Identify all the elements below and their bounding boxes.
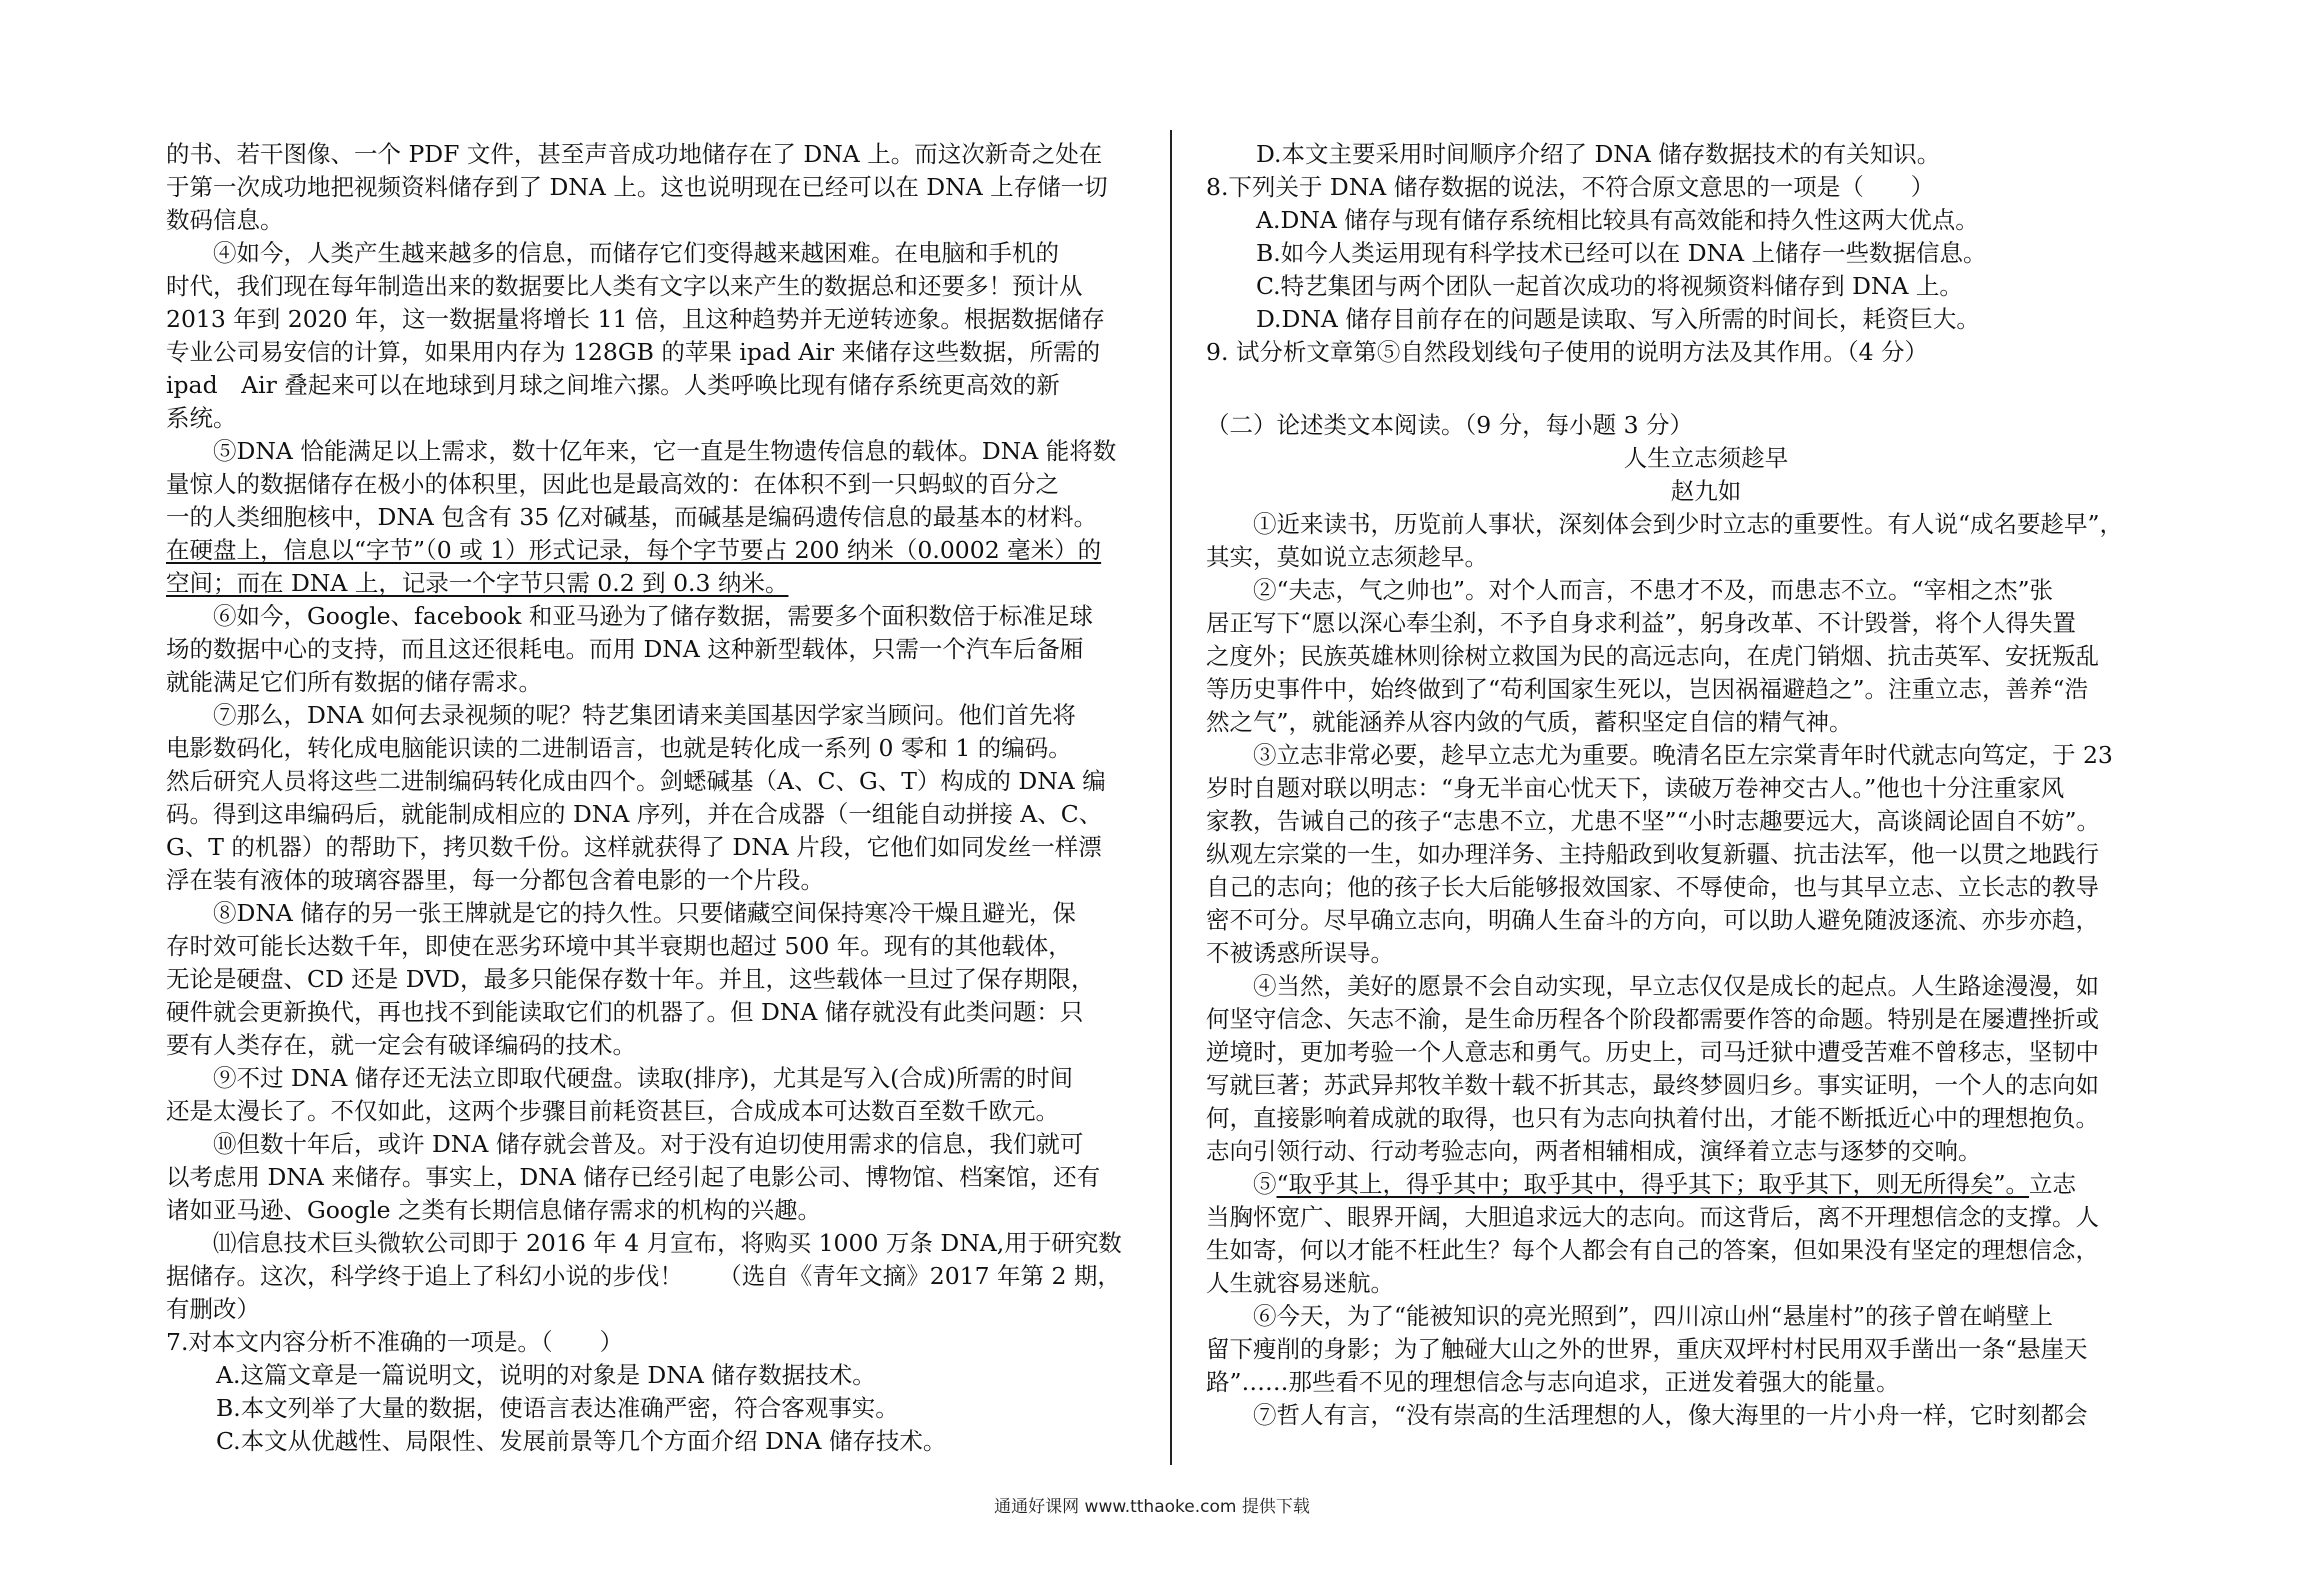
text-line: D.本文主要采用时间顺序介绍了 DNA 储存数据技术的有关知识。 bbox=[1256, 140, 1941, 168]
text-line: 硬件就会更新换代，再也找不到能读取它们的机器了。但 DNA 储存就没有此类问题：只 bbox=[166, 998, 1084, 1026]
text-line: 就能满足它们所有数据的储存需求。 bbox=[166, 668, 542, 696]
text-line: 当胸怀宽广、眼界开阔，大胆追求远大的志向。而这背后，离不开理想信念的支撑。人 bbox=[1206, 1203, 2099, 1231]
text-line: 时代，我们现在每年制造出来的数据要比人类有文字以来产生的数据总和还要多！预计从 bbox=[166, 272, 1083, 300]
text-line: ④如今，人类产生越来越多的信息，而储存它们变得越来越困难。在电脑和手机的 bbox=[166, 239, 1059, 267]
text-line: ipad Air 叠起来可以在地球到月球之间堆六摞。人类呼唤比现有储存系统更高效的新 bbox=[166, 371, 1060, 399]
right-column bbox=[1206, 138, 2206, 1432]
text-line: 路”……那些看不见的理想信念与志向追求，正迸发着强大的能量。 bbox=[1206, 1368, 1900, 1396]
text-line: 何，直接影响着成就的取得，也只有为志向执着付出，才能不断抵近心中的理想抱负。 bbox=[1206, 1104, 2099, 1132]
column-divider bbox=[1170, 130, 1172, 1465]
text-line: B.如今人类运用现有科学技术已经可以在 DNA 上储存一些数据信息。 bbox=[1256, 239, 1987, 267]
text-line: ②“夫志，气之帅也”。对个人而言，不患才不及，而患志不立。“宰相之杰”张 bbox=[1206, 576, 2054, 604]
text-line: 系统。 bbox=[166, 404, 237, 432]
text-line: 其实，莫如说立志须趁早。 bbox=[1206, 543, 1488, 571]
text-line: 还是太漫长了。不仅如此，这两个步骤目前耗资甚巨，合成成本可达数百至数千欧元。 bbox=[166, 1097, 1059, 1125]
text-line: 生如寄，何以才能不枉此生？每个人都会有自己的答案，但如果没有坚定的理想信念， bbox=[1206, 1236, 2099, 1264]
text-line: 有删改） bbox=[166, 1295, 260, 1323]
text-line: 不被诱惑所误导。 bbox=[1206, 939, 1394, 967]
text-line: C.本文从优越性、局限性、发展前景等几个方面介绍 DNA 储存技术。 bbox=[216, 1427, 947, 1455]
text-line: B.本文列举了大量的数据，使语言表达准确严密，符合客观事实。 bbox=[216, 1394, 899, 1422]
text-line: 于第一次成功地把视频资料储存到了 DNA 上。这也说明现在已经可以在 DNA 上存储一切 bbox=[166, 173, 1108, 201]
text-line: D.DNA 储存目前存在的问题是读取、写入所需的时间长，耗资巨大。 bbox=[1256, 305, 1980, 333]
text-line: 2013 年到 2020 年，这一数据量将增长 11 倍，且这种趋势并无逆转迹象。根据数据储存 bbox=[166, 305, 1105, 333]
text-line: 7.对本文内容分析不准确的一项是。（ ） bbox=[166, 1328, 624, 1356]
text-line: ③立志非常必要，趁早立志尤为重要。晚清名臣左宗棠青年时代就志向笃定，于 23 bbox=[1206, 741, 2113, 769]
text-line: 的书、若干图像、一个 PDF 文件，甚至声音成功地储存在了 DNA 上。而这次新奇之处在 bbox=[166, 140, 1103, 168]
underlined-quote: “取乎其上，得乎其中；取乎其中，得乎其下；取乎其下，则无所得矣”。 bbox=[1276, 1170, 2030, 1198]
article-title: 人生立志须趁早 bbox=[1623, 444, 1789, 472]
text-line: 专业公司易安信的计算，如果用内存为 128GB 的苹果 ipad Air 来储存这些数据，所需的 bbox=[166, 338, 1101, 366]
text-line: 自己的志向；他的孩子长大后能够报效国家、不辱使命，也与其早立志、立长志的教导 bbox=[1206, 873, 2099, 901]
text-line: 之度外；民族英雄林则徐树立救国为民的高远志向，在虎门销烟、抗击英军、安抚叛乱 bbox=[1206, 642, 2099, 670]
text-line: 何坚守信念、矢志不渝，是生命历程各个阶段都需要作答的命题。特别是在屡遭挫折或 bbox=[1206, 1005, 2099, 1033]
text-line: A.这篇文章是一篇说明文，说明的对象是 DNA 储存数据技术。 bbox=[216, 1361, 876, 1389]
text-line: ⑦哲人有言，“没有崇高的生活理想的人，像大海里的一片小舟一样，它时刻都会 bbox=[1206, 1401, 2088, 1429]
text-line: ⑦那么，DNA 如何去录视频的呢？特艺集团请来美国基因学家当顾问。他们首先将 bbox=[166, 701, 1076, 729]
article-body bbox=[1206, 508, 2206, 1432]
text-line: ⑨不过 DNA 储存还无法立即取代硬盘。读取(排序)，尤其是写入(合成)所需的时间 bbox=[166, 1064, 1073, 1092]
text-line: 密不可分。尽早确立志向，明确人生奋斗的方向，可以助人避免随波逐流、亦步亦趋， bbox=[1206, 906, 2099, 934]
text-line: 逆境时，更加考验一个人意志和勇气。历史上，司马迁狱中遭受苦难不曾移志，坚韧中 bbox=[1206, 1038, 2099, 1066]
text-line: 写就巨著；苏武异邦牧羊数十载不折其志，最终梦圆归乡。事实证明，一个人的志向如 bbox=[1206, 1071, 2099, 1099]
text-line: 居正写下“愿以深心奉尘刹，不予自身求利益”，躬身改革、不计毁誉，将个人得失置 bbox=[1206, 609, 2077, 637]
text-line: ⑩但数十年后，或许 DNA 储存就会普及。对于没有迫切使用需求的信息，我们就可 bbox=[166, 1130, 1084, 1158]
text-line: ⑤DNA 恰能满足以上需求，数十亿年来，它一直是生物遗传信息的载体。DNA 能将数 bbox=[166, 437, 1117, 465]
text-line: 无论是硬盘、CD 还是 DVD，最多只能保存数十年。并且，这些载体一旦过了保存期限， bbox=[166, 965, 1095, 993]
text-line: 据储存。这次，科学终于追上了科幻小说的步伐！ （选自《青年文摘》2017 年第 2 期， bbox=[166, 1262, 1121, 1290]
text-line: 等历史事件中，始终做到了“苟利国家生死以，岂因祸福避趋之”。注重立志，善养“浩 bbox=[1206, 675, 2089, 703]
text-line: 留下瘦削的身影；为了触碰大山之外的世界，重庆双坪村村民用双手凿出一条“悬崖天 bbox=[1206, 1335, 2088, 1363]
text-line: ⑥今天，为了“能被知识的亮光照到”，四川凉山州“悬崖村”的孩子曾在峭壁上 bbox=[1206, 1302, 2054, 1330]
text-line: 志向引领行动、行动考验志向，两者相辅相成，演绎着立志与逐梦的交响。 bbox=[1206, 1137, 1982, 1165]
text-line: 8.下列关于 DNA 储存数据的说法，不符合原文意思的一项是（ ） bbox=[1206, 173, 1935, 201]
text-line: 人生就容易迷航。 bbox=[1206, 1269, 1394, 1297]
text-line: A.DNA 储存与现有储存系统相比较具有高效能和持久性这两大优点。 bbox=[1256, 206, 1979, 234]
text-line: C.特艺集团与两个团队一起首次成功的将视频资料储存到 DNA 上。 bbox=[1256, 272, 1963, 300]
text-line: 家教，告诫自己的孩子“志患不立，尤患不坚”“小时志趣要远大，高谈阔论固自不妨”。 bbox=[1206, 807, 2101, 835]
text-line-prefix: ⑤ bbox=[1206, 1170, 1277, 1198]
text-line: G、T 的机器）的帮助下，拷贝数千份。这样就获得了 DNA 片段，它他们如同发丝一样漂 bbox=[166, 833, 1102, 861]
text-line: 一的人类细胞核中，DNA 包含有 35 亿对碱基，而碱基是编码遗传信息的最基本的材料。 bbox=[166, 503, 1098, 531]
text-line: 以考虑用 DNA 来储存。事实上，DNA 储存已经引起了电影公司、博物馆、档案馆，还有 bbox=[166, 1163, 1101, 1191]
left-column bbox=[166, 138, 1166, 1458]
text-line: 存时效可能长达数千年，即使在恶劣环境中其半衰期也超过 500 年。现有的其他载体， bbox=[166, 932, 1072, 960]
text-line: 岁时自题对联以明志：“身无半亩心忧天下，读破万卷神交古人。”他也十分注重家风 bbox=[1206, 774, 2065, 802]
text-line: 浮在装有液体的玻璃容器里，每一分都包含着电影的一个片段。 bbox=[166, 866, 824, 894]
text-line: ⑧DNA 储存的另一张王牌就是它的持久性。只要储藏空间保持寒冷干燥且避光，保 bbox=[166, 899, 1076, 927]
text-line-suffix: 立志 bbox=[2029, 1170, 2077, 1198]
text-line: 9. 试分析文章第⑤自然段划线句子使用的说明方法及其作用。（4 分） bbox=[1206, 338, 1929, 366]
text-line: 然之气”，就能涵养从容内敛的气质，蓄积坚定自信的精气神。 bbox=[1206, 708, 1853, 736]
text-line: 然后研究人员将这些二进制编码转化成由四个。剑蟋碱基（A、C、G、T）构成的 DNA 编 bbox=[166, 767, 1106, 795]
article-author: 赵九如 bbox=[1670, 477, 1742, 505]
text-line: 量惊人的数据储存在极小的体积里，因此也是最高效的：在体积不到一只蚂蚁的百分之 bbox=[166, 470, 1059, 498]
text-line: 电影数码化，转化成电脑能识读的二进制语言，也就是转化成一系列 0 零和 1 的编码。 bbox=[166, 734, 1072, 762]
page-footer: 通通好课网 www.tthaoke.com 提供下载 bbox=[994, 1497, 1310, 1517]
text-line: 场的数据中心的支持，而且这还很耗电。而用 DNA 这种新型载体，只需一个汽车后备厢 bbox=[166, 635, 1084, 663]
text-line: 码。得到这串编码后，就能制成相应的 DNA 序列，并在合成器（一组能自动拼接 A、C、 bbox=[166, 800, 1103, 828]
questions-block bbox=[1206, 138, 2206, 369]
text-line: 诸如亚马逊、Google 之类有长期信息储存需求的机构的兴趣。 bbox=[166, 1196, 822, 1224]
text-line: 数码信息。 bbox=[166, 206, 284, 234]
text-line: 纵观左宗棠的一生，如办理洋务、主持船政到收复新疆、抗击法军，他一以贯之地践行 bbox=[1206, 840, 2099, 868]
text-line: 在硬盘上，信息以“字节”（0 或 1）形式记录，每个字节要占 200 纳米（0.0002 毫米）的 bbox=[166, 536, 1102, 564]
text-line: 要有人类存在，就一定会有破译编码的技术。 bbox=[166, 1031, 636, 1059]
text-line: ⑥如今，Google、facebook 和亚马逊为了储存数据，需要多个面积数倍于标准足球 bbox=[166, 602, 1093, 630]
text-line bbox=[1206, 1168, 2206, 1201]
text-line: ⑾信息技术巨头微软公司即于 2016 年 4 月宣布，将购买 1000 万条 DNA,用于研究数 bbox=[166, 1229, 1122, 1257]
section-heading: （二）论述类文本阅读。（9 分，每小题 3 分） bbox=[1206, 411, 1694, 439]
text-line: ④当然，美好的愿景不会自动实现，早立志仅仅是成长的起点。人生路途漫漫，如 bbox=[1206, 972, 2099, 1000]
text-line: ①近来读书，历览前人事状，深刻体会到少时立志的重要性。有人说“成名要趁早”， bbox=[1206, 510, 2124, 538]
text-line: 空间；而在 DNA 上，记录一个字节只需 0.2 到 0.3 纳米。 bbox=[166, 569, 789, 597]
